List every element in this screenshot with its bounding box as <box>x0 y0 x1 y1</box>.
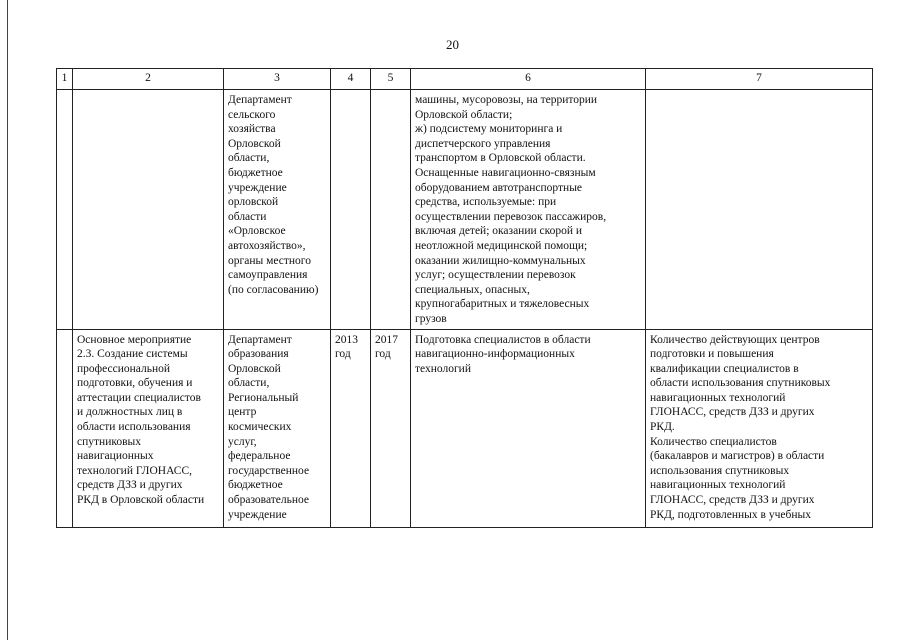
header-cell-4: 4 <box>331 69 371 90</box>
row-b-measure: Основное мероприятие 2.3. Создание системы профессиональной подготовки, обучения и аттестации специалистов и должностных лиц в области использования спутниковых навигационных технологий ГЛОНАСС, средств ДЗЗ и других РКД в Орловской области <box>73 329 224 527</box>
row-b-start-year: 2013 год <box>331 329 371 527</box>
row-a-end-year <box>371 90 411 330</box>
header-cell-6: 6 <box>411 69 646 90</box>
page-number: 20 <box>446 37 459 52</box>
row-b-indicators: Количество действующих центров подготовки и повышения квалификации специалистов в области использования спутниковых навигационных технологий ГЛОНАСС, средств ДЗЗ и других РКД. Количество специалистов (бакалавров и магистров) в области использования спутниковых навигационных технологий ГЛОНАСС, средств ДЗЗ и других РКД, подготовленных в учебных <box>646 329 873 527</box>
document-table <box>56 68 873 528</box>
row-b-end-year: 2017 год <box>371 329 411 527</box>
row-a-col-2 <box>73 90 224 330</box>
row-a-executors: Департамент сельского хозяйства Орловской области, бюджетное учреждение орловской области «Орловское автохозяйство», органы местного самоуправления (по согласованию) <box>224 90 331 330</box>
row-b-col-1 <box>57 329 73 527</box>
row-a-expected-result: машины, мусоровозы, на территории Орловской области; ж) подсистему мониторинга и диспетчерского управления транспортом в Орловской области. Оснащенные навигационно-связным оборудованием автотранспортные средства, используемые: при осуществлении перевозок пассажиров, включая детей; оказании скорой и неотложной медицинской помощи; оказании жилищно-коммунальных услуг; осуществлении перевозок специальных, опасных, крупногабаритных и тяжеловесных грузов <box>411 90 646 330</box>
row-b-expected-result: Подготовка специалистов в области навигационно-информационных технологий <box>411 329 646 527</box>
table-row <box>57 329 873 527</box>
row-a-indicators <box>646 90 873 330</box>
table-header-row <box>57 69 873 90</box>
header-cell-5: 5 <box>371 69 411 90</box>
header-cell-1: 1 <box>57 69 73 90</box>
row-b-executors: Департамент образования Орловской области, Региональный центр космических услуг, федеральное государственное бюджетное образовательное учреждение <box>224 329 331 527</box>
row-a-col-1 <box>57 90 73 330</box>
page-edge-line <box>7 0 8 640</box>
header-cell-3: 3 <box>224 69 331 90</box>
header-cell-7: 7 <box>646 69 873 90</box>
row-a-start-year <box>331 90 371 330</box>
table-row <box>57 90 873 330</box>
header-cell-2: 2 <box>73 69 224 90</box>
